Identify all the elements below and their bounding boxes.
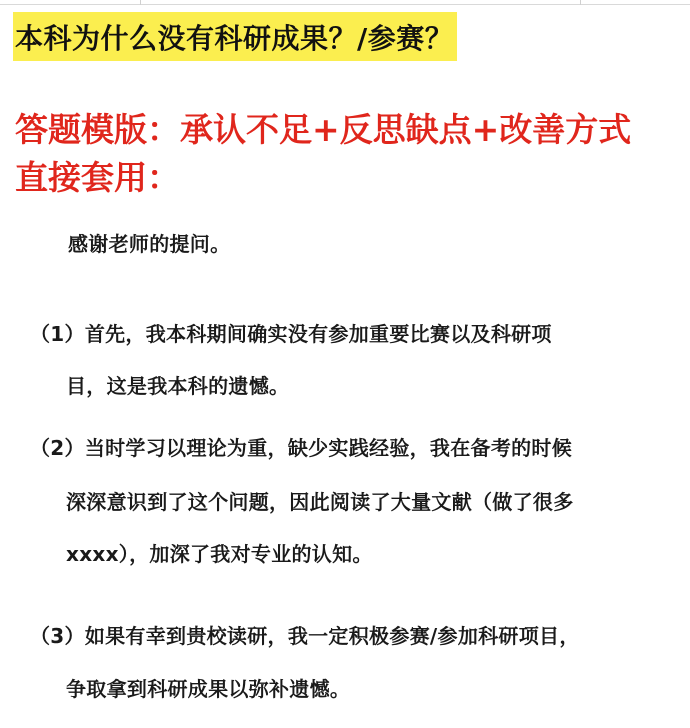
point-1-line2: 目，这是我本科的遗憾。 (66, 374, 290, 398)
point-3-line2: 争取拿到科研成果以弥补遗憾。 (66, 677, 351, 701)
top-divider (0, 0, 690, 5)
opening-line: 感谢老师的提问。 (68, 232, 231, 256)
point-2-line3: xxxx），加深了我对专业的认知。 (66, 542, 373, 566)
point-2-line2: 深深意识到了这个问题，因此阅读了大量文献（做了很多 (66, 490, 574, 514)
point-3-line1: （3）如果有幸到贵校读研，我一定积极参赛/参加科研项目， (30, 624, 580, 648)
page-title: 本科为什么没有科研成果？/参赛？ (15, 21, 454, 55)
point-2-line1: （2）当时学习以理论为重，缺少实践经验，我在备考的时候 (30, 436, 573, 460)
point-1-line1: （1）首先，我本科期间确实没有参加重要比赛以及科研项 (30, 322, 552, 346)
divider-tick (140, 0, 141, 5)
title-highlight (13, 12, 457, 61)
template-heading-line2: 直接套用： (15, 158, 180, 197)
template-heading-line1: 答题模版：承认不足+反思缺点+改善方式 (15, 110, 632, 149)
answer-template-heading (15, 106, 675, 202)
divider-tick (580, 0, 581, 5)
